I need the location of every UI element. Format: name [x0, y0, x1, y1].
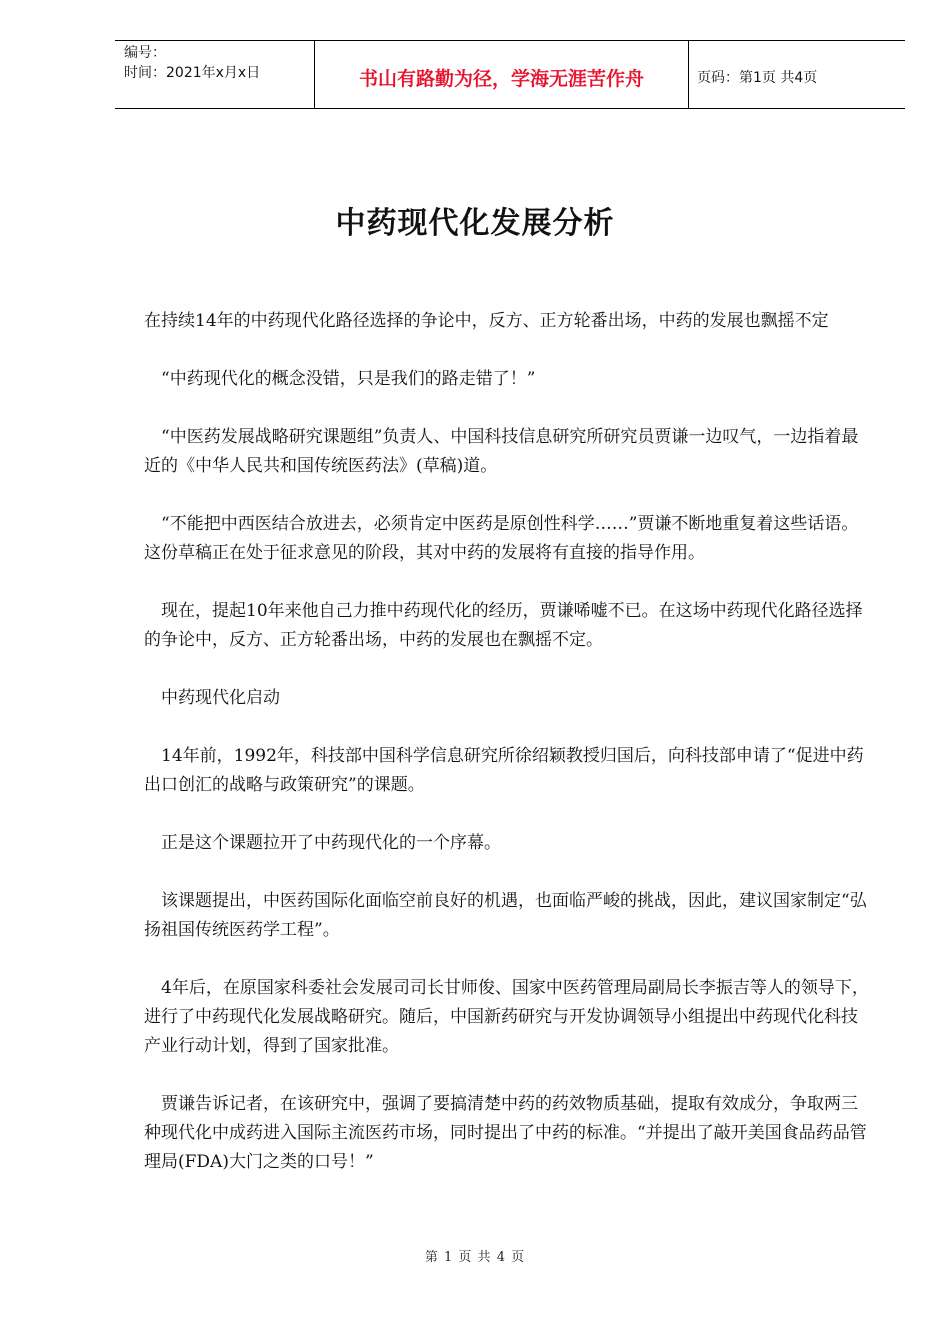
paragraph: 在持续14年的中药现代化路径选择的争论中，反方、正方轮番出场，中药的发展也飘摇不定	[144, 311, 829, 331]
paragraph: 4年后，在原国家科委社会发展司司长甘师俊、国家中医药管理局副局长李振吉等人的领导下，进行了中药现代化发展战略研究。随后，中国新药研究与开发协调领导小组提出中药现代化科技产业行动计划，得到了国家批准。	[144, 978, 869, 1056]
paragraph: “不能把中西医结合放进去，必须肯定中医药是原创性科学……”贾谦不断地重复着这些话语。这份草稿正在处于征求意见的阶段，其对中药的发展将有直接的指导作用。	[144, 514, 859, 563]
paragraph: 14年前，1992年，科技部中国科学信息研究所徐绍颖教授归国后，向科技部申请了“促进中药出口创汇的战略与政策研究”的课题。	[144, 746, 864, 795]
header-motto: 书山有路勤为径，学海无涯苦作舟	[315, 41, 689, 108]
paragraph: “中药现代化的概念没错，只是我们的路走错了！”	[161, 369, 536, 389]
document-title: 中药现代化发展分析	[335, 206, 615, 241]
number-label: 编号：	[124, 45, 166, 61]
paragraph: 正是这个课题拉开了中药现代化的一个序幕。	[161, 833, 501, 853]
time-label: 时间：2021年x月x日	[124, 65, 261, 81]
section-heading: 中药现代化启动	[161, 688, 280, 708]
paragraph: 现在，提起10年来他自己力推中药现代化的经历，贾谦唏嘘不已。在这场中药现代化路径选择的争论中，反方、正方轮番出场，中药的发展也在飘摇不定。	[144, 601, 863, 650]
document-body	[144, 307, 874, 1206]
header-page-info: 页码：第1页 共4页	[697, 69, 818, 86]
page-footer: 第 1 页 共 4 页	[424, 1250, 526, 1265]
page-header	[115, 40, 905, 109]
paragraph: 该课题提出，中医药国际化面临空前良好的机遇，也面临严峻的挑战，因此，建议国家制定“弘扬祖国传统医药学工程”。	[144, 891, 867, 940]
paragraph: 贾谦告诉记者，在该研究中，强调了要搞清楚中药的药效物质基础，提取有效成分，争取两三种现代化中成药进入国际主流医药市场，同时提出了中药的标准。“并提出了敲开美国食品药品管理局(FDA)大门之类的口号！”	[144, 1094, 867, 1172]
header-meta	[115, 41, 315, 108]
paragraph: “中医药发展战略研究课题组”负责人、中国科技信息研究所研究员贾谦一边叹气，一边指着最近的《中华人民共和国传统医药法》(草稿)道。	[144, 427, 859, 476]
